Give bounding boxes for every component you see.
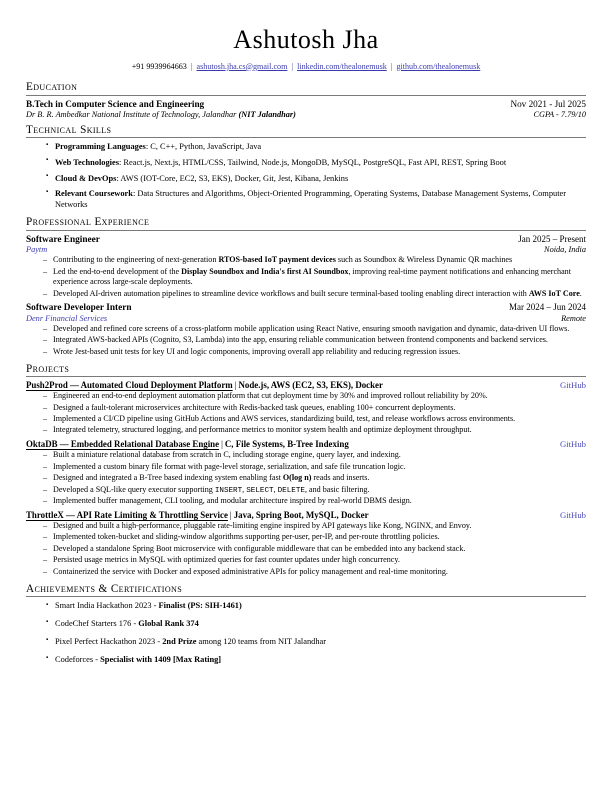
achievement-bold: Finalist (PS: SIH-1461) <box>158 601 242 611</box>
job-title: Software Engineer <box>26 234 100 245</box>
project-bullets <box>26 450 586 507</box>
bullet-text: Implemented buffer management, CLI tooling, and modular architecture inspired by real-world DBMS design. <box>53 496 412 506</box>
list-item <box>43 289 586 300</box>
bullet-text-bold: Display Soundbox and India's first AI Soundbox <box>181 266 349 276</box>
project-bullets <box>26 521 586 578</box>
list-item <box>43 425 586 436</box>
education-institute-name: Dr B. R. Ambedkar National Institute of Technology, Jalandhar <box>26 109 237 119</box>
list-item <box>43 567 586 578</box>
bullet-text: Engineered an end-to-end deployment automation platform that cut deployment time by 30% and improved rollout reliability by 20%. <box>53 391 488 401</box>
project-entry-header <box>26 439 586 449</box>
section-rule-education <box>26 95 586 96</box>
education-degree: B.Tech in Computer Science and Engineering <box>26 98 205 109</box>
bullet-text-bold: RTOS-based IoT payment devices <box>218 255 336 265</box>
bullet-text: Built a miniature relational database from scratch in C, including storage engine, query layer, and indexing. <box>53 450 401 460</box>
education-institute-abbr: (NIT Jalandhar) <box>238 109 296 119</box>
job-organization: Denr Financial Services <box>26 313 108 323</box>
experience-entry-sub <box>26 314 586 323</box>
project-divider: | <box>221 439 223 450</box>
list-item <box>43 267 586 288</box>
project-entry-header <box>26 380 586 390</box>
skill-value: : AWS (IOT-Core, EC2, S3, EKS), Docker, Git, Jest, Kibana, Jenkins <box>116 173 349 183</box>
skills-list <box>26 141 586 210</box>
job-location: Noida, India <box>544 245 586 255</box>
achievement-bold: Global Rank 374 <box>138 618 199 628</box>
bullet-text-post: such as Soundbox & Wireless Dynamic QR machines <box>335 255 513 265</box>
bullet-text: Persisted usage metrics in MySQL with optimized queries for fast counter updates under high concurrency. <box>53 555 400 565</box>
section-achievements <box>26 582 586 666</box>
experience-bullets <box>26 255 586 299</box>
job-date: Jan 2025 – Present <box>518 233 586 244</box>
education-institute <box>26 110 296 119</box>
experience-bullets <box>26 324 586 358</box>
list-item <box>46 637 586 648</box>
skill-label: Cloud & DevOps <box>55 173 117 183</box>
list-item <box>46 655 586 666</box>
contact-line <box>26 62 586 72</box>
list-item <box>43 414 586 425</box>
experience-entry-header <box>26 234 586 245</box>
bullet-text: Designed and built a high-performance, pluggable rate-limiting engine inspired by API gateways like Kong, NGINX, and Envoy. <box>53 521 472 531</box>
section-title-skills: Technical Skills <box>26 123 112 136</box>
education-cgpa: CGPA - 7.79/10 <box>533 109 586 119</box>
section-professional-experience <box>26 215 586 357</box>
contact-separator-2: | <box>291 61 294 71</box>
experience-entry <box>26 302 586 357</box>
project-bullets <box>26 391 586 436</box>
list-item <box>46 157 586 168</box>
bullet-text: Developed a standalone Spring Boot microservice with configurable middleware that can be embedded into any backend stack. <box>53 543 466 553</box>
bullet-text-post: , improving real-time payment notifications and enhancing merchant experience across large-scale deployments. <box>53 266 571 287</box>
list-item <box>46 188 586 210</box>
section-title-experience: Professional Experience <box>26 216 150 229</box>
list-item <box>46 601 586 612</box>
project-entry <box>26 439 586 507</box>
achievement-pre: CodeChef Starters 176 - <box>55 618 139 628</box>
project-github-link[interactable]: GitHub <box>559 439 586 450</box>
list-item <box>43 335 586 346</box>
skill-label: Programming Languages <box>55 142 146 152</box>
bullet-text: Implemented a CI/CD pipeline using GitHub Actions and AWS services, standardizing build, test, and release workflows across environments. <box>53 413 516 423</box>
skill-value: : React.js, Next.js, HTML/CSS, Tailwind, Node.js, MongoDB, MySQL, PostgreSQL, Fast API, REST, Spring Boot <box>119 157 507 167</box>
achievement-post: among 120 teams from NIT Jalandhar <box>196 636 327 646</box>
skill-label: Relevant Coursework <box>55 189 133 199</box>
project-entry <box>26 510 586 578</box>
bullet-text: Implemented a custom binary file format with page-level storage, serialization, and safe file truncation logic. <box>53 461 406 471</box>
list-item <box>43 403 586 414</box>
achievement-bold: 2nd Prize <box>162 636 197 646</box>
project-heading <box>26 439 349 449</box>
section-technical-skills <box>26 123 586 211</box>
bullet-text-pre: Led the end-to-end development of the <box>53 266 182 276</box>
achievement-pre: Pixel Perfect Hackathon 2023 - <box>55 636 163 646</box>
bullet-text: Containerized the service with Docker and exposed administrative APIs for policy management and real-time monitoring. <box>53 566 448 576</box>
section-education <box>26 80 586 119</box>
section-title-education: Education <box>26 81 78 94</box>
list-item <box>43 324 586 335</box>
bullet-text-bold: AWS IoT Core <box>528 288 580 298</box>
github-link[interactable]: github.com/thealonemusk <box>396 61 481 71</box>
project-entry <box>26 380 586 436</box>
skill-value: : C, C++, Python, JavaScript, Java <box>145 142 262 152</box>
education-entry-header <box>26 99 586 109</box>
list-item <box>43 391 586 402</box>
phone-number: +91 9939964663 <box>131 61 187 71</box>
bullet-text-post: . <box>579 288 582 298</box>
project-heading <box>26 380 383 390</box>
project-divider: | <box>229 510 232 521</box>
project-github-link[interactable]: GitHub <box>559 510 586 521</box>
project-entry-header <box>26 510 586 520</box>
section-rule-projects <box>26 376 586 377</box>
bullet-text: Integrated telemetry, structured logging, and performance metrics to monitor system health and optimize deployment throughput. <box>53 425 472 435</box>
list-item <box>43 555 586 566</box>
email-link[interactable]: ashutosh.jha.cs@gmail.com <box>196 61 288 71</box>
experience-entry-sub <box>26 245 586 254</box>
project-name: OktaDB — Embedded Relational Database Engine <box>26 439 220 450</box>
education-date: Nov 2021 - Jul 2025 <box>510 98 586 109</box>
bullet-text: Designed and integrated a B-Tree based indexing system enabling fast O(log n) reads and inserts. <box>53 473 370 483</box>
project-name: Push2Prod — Automated Cloud Deployment Platform <box>26 380 233 391</box>
list-item <box>43 485 586 496</box>
achievements-list <box>26 601 586 666</box>
list-item <box>43 255 586 266</box>
section-rule-skills <box>26 137 586 138</box>
skill-value: : Data Structures and Algorithms, Object-Oriented Programming, Operating Systems, Database Management Systems, Computer Networks <box>55 189 567 210</box>
bullet-text: Developed and refined core screens of a cross-platform mobile application using React Native, ensuring smooth navigation and dynamic, data-driven UI flows. <box>53 323 570 333</box>
experience-entry-header <box>26 302 586 313</box>
achievement-pre: Codeforces - <box>55 654 101 664</box>
list-item <box>46 619 586 630</box>
section-title-achievements: Achievements & Certifications <box>26 582 183 595</box>
achievement-bold: Specialist with 1409 [Max Rating] <box>100 654 222 664</box>
section-rule-experience <box>26 230 586 231</box>
project-github-link[interactable]: GitHub <box>559 380 586 391</box>
bullet-text: Wrote Jest-based unit tests for key UI and logic components, improving overall app reliability and reducing regression issues. <box>53 346 461 356</box>
list-item <box>43 532 586 543</box>
list-item <box>43 347 586 358</box>
candidate-name: Ashutosh Jha <box>233 25 379 54</box>
bullet-text-pre: Contributing to the engineering of next-generation <box>53 255 219 265</box>
section-rule-achievements <box>26 596 586 597</box>
list-item <box>43 521 586 532</box>
list-item <box>46 173 586 184</box>
bullet-text-pre: Developed AI-driven automation pipelines to streamline device workflows and built secure terminal-based tooling enabling direct interaction with <box>53 288 529 298</box>
project-heading <box>26 510 369 520</box>
experience-entry <box>26 234 586 300</box>
education-entry-sub <box>26 110 586 119</box>
list-item <box>46 141 586 152</box>
bullet-text: Implemented token-bucket and sliding-window algorithms supporting per-user, per-IP, and per-route throttling policies. <box>53 532 440 542</box>
project-stack: C, File Systems, B-Tree Indexing <box>224 439 349 450</box>
project-name: ThrottleX — API Rate Limiting & Throttling Service <box>26 510 228 521</box>
project-divider: | <box>234 380 237 391</box>
skill-label: Web Technologies <box>55 157 119 167</box>
job-location: Remote <box>561 313 586 323</box>
list-item <box>43 462 586 473</box>
contact-separator-3: | <box>390 61 393 71</box>
section-title-projects: Projects <box>26 362 70 375</box>
project-stack: Java, Spring Boot, MySQL, Docker <box>233 510 369 521</box>
job-organization: Paytm <box>26 245 48 255</box>
list-item <box>43 473 586 484</box>
list-item <box>43 450 586 461</box>
linkedin-link[interactable]: linkedin.com/thealonemusk <box>297 61 387 71</box>
achievement-pre: Smart India Hackathon 2023 - <box>55 601 159 611</box>
job-title: Software Developer Intern <box>26 303 132 314</box>
section-projects <box>26 362 586 578</box>
project-stack: Node.js, AWS (EC2, S3, EKS), Docker <box>238 380 383 391</box>
list-item <box>43 544 586 555</box>
contact-separator-1: | <box>190 61 193 71</box>
bullet-text: Integrated AWS-backed APIs (Cognito, S3, Lambda) into the app, ensuring reliable communication between frontend components and backend services. <box>53 335 548 345</box>
job-date: Mar 2024 – Jun 2024 <box>509 302 586 313</box>
bullet-text: Designed a fault-tolerant microservices architecture with Redis-backed task queues, enabling 100+ concurrent deployments. <box>53 402 456 412</box>
bullet-text: Developed a SQL-like query executor supporting INSERT, SELECT, DELETE, and basic filtering. <box>53 484 370 495</box>
list-item <box>43 496 586 507</box>
